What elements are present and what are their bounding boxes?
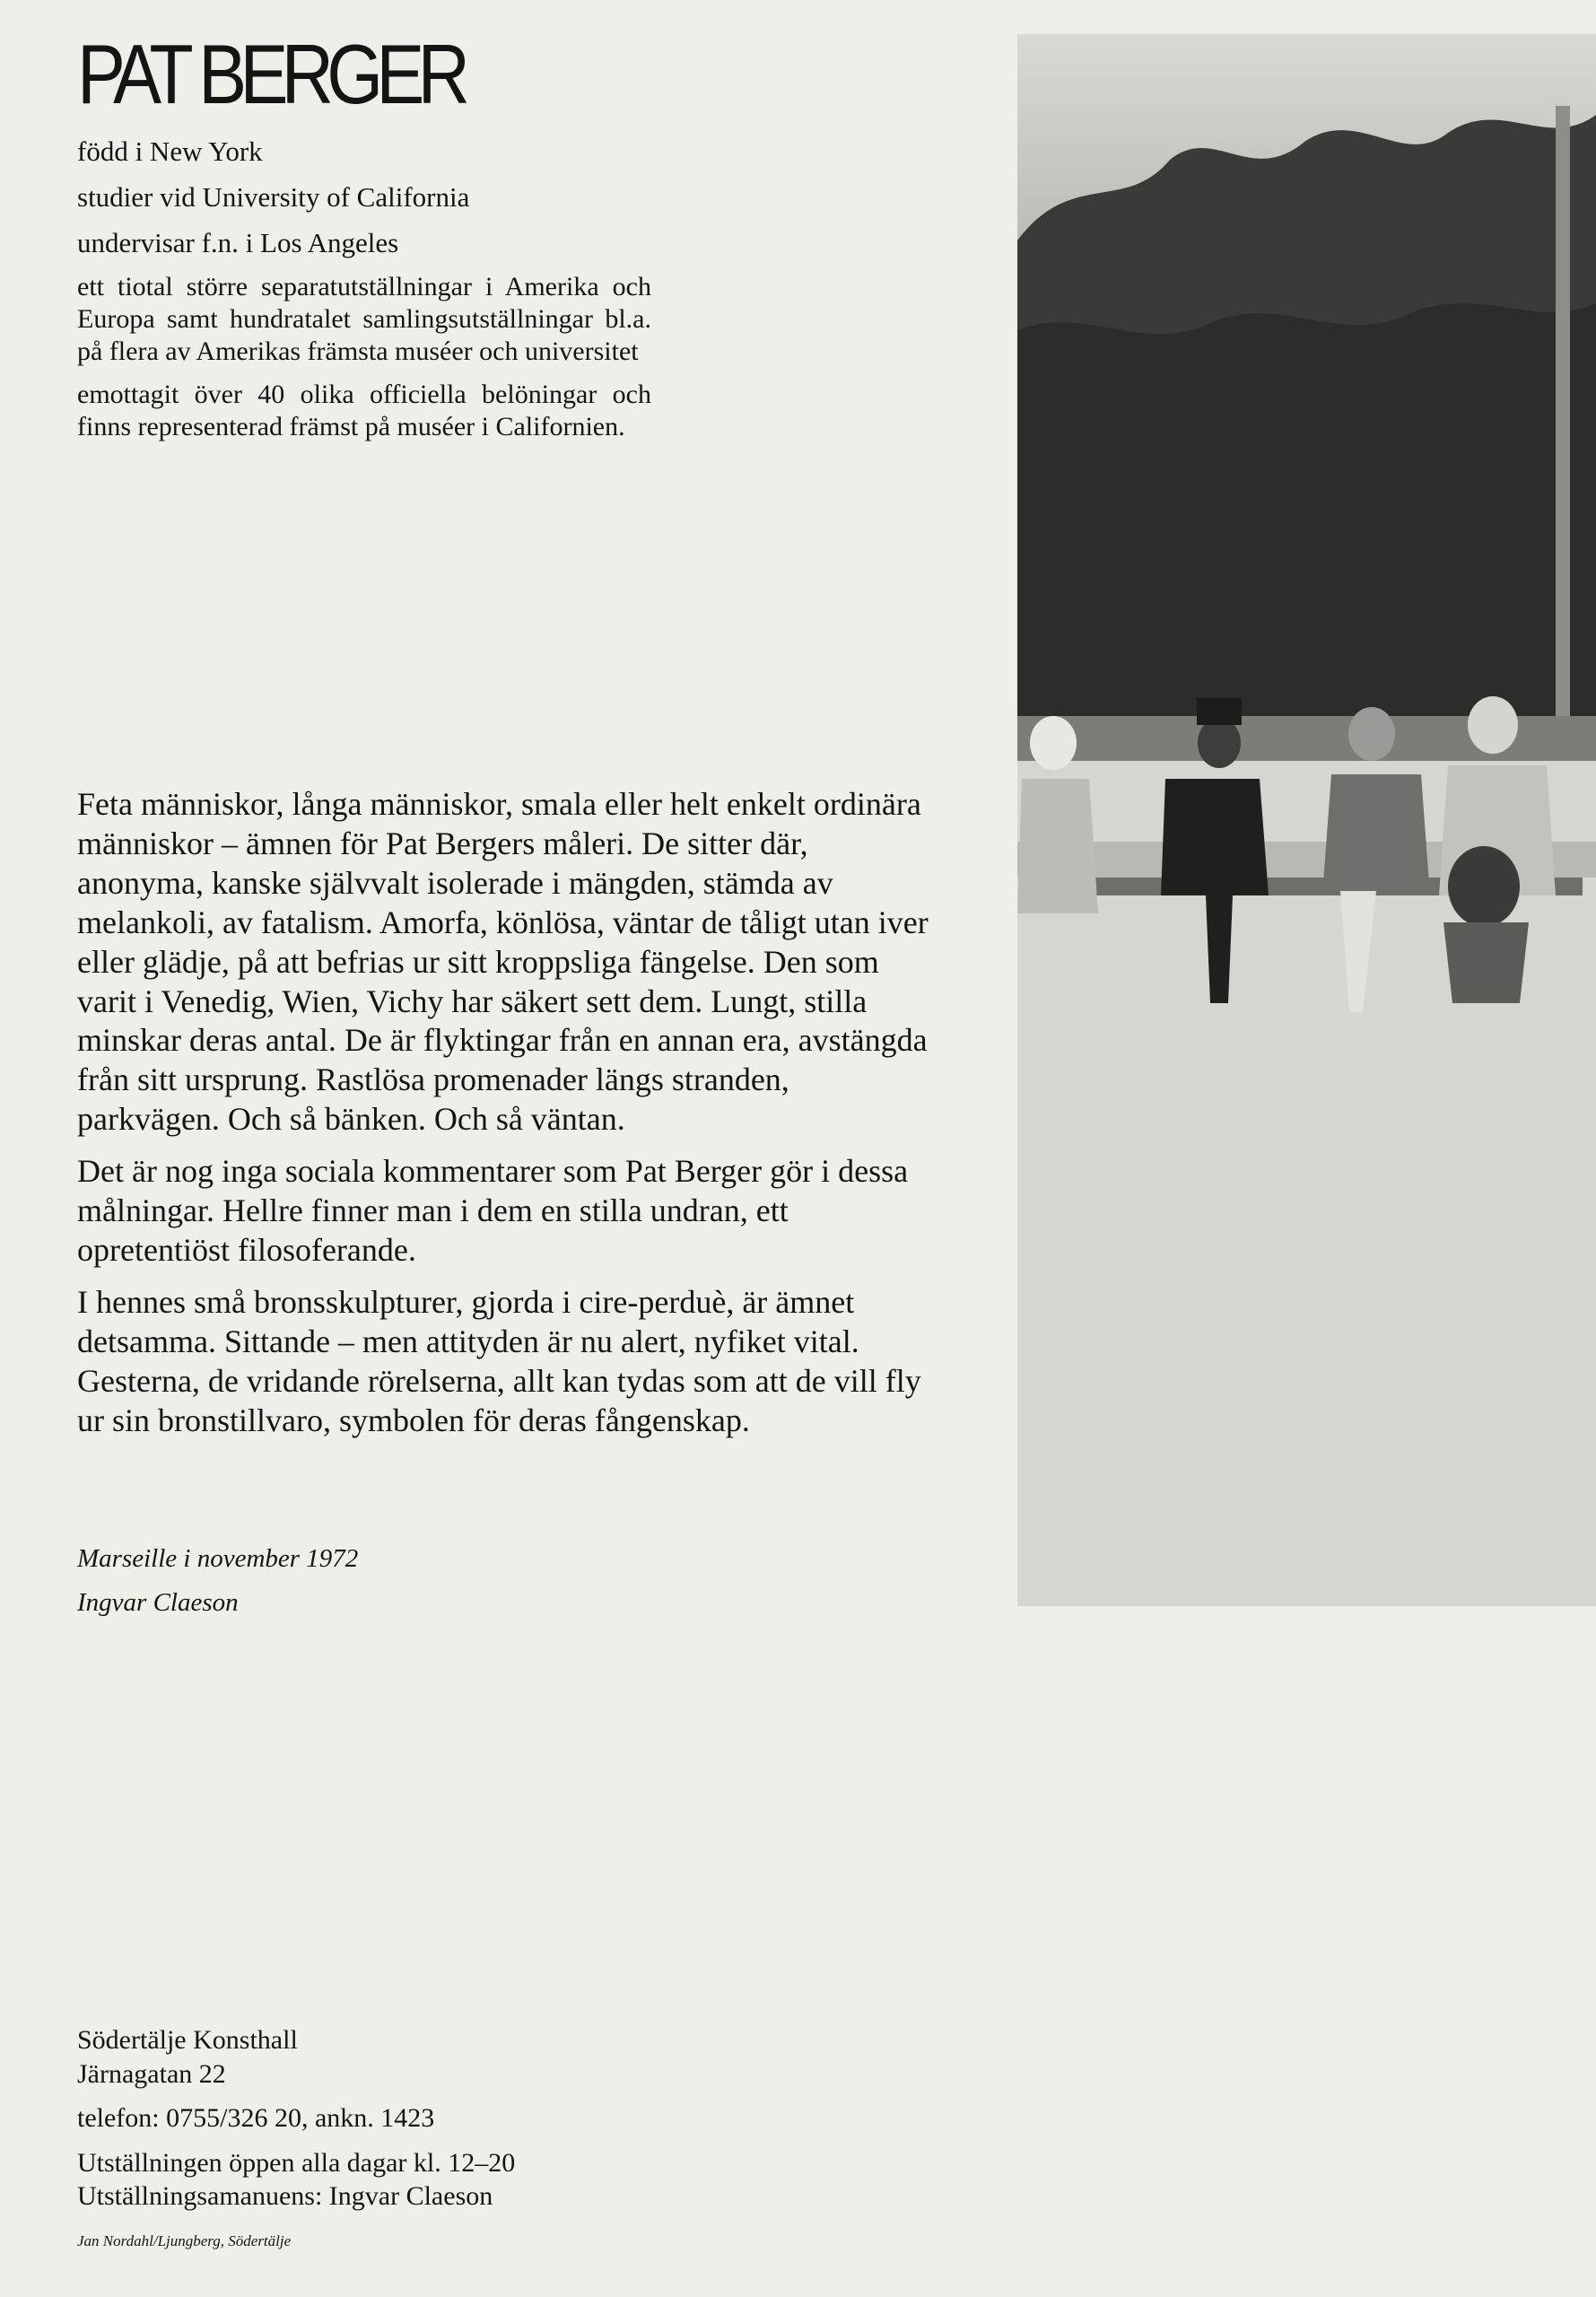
essay-paragraph: Feta människor, långa människor, smala eller helt enkelt ordinära människor – ämnen för Pat Bergers måleri. De sitter där, anonyma, kanske självvalt isolerade i mängden, stämda av melankoli, av fatalism. Amorfa, könlösa, väntar de tåligt utan iver eller glädje, på att befrias ur sitt kroppsliga fängelse. Den som varit i Venedig, Wien, Vichy har säkert sett dem. Lungt, stilla minskar deras antal. De är flyktingar från en annan era, avstängda från sitt ursprung. Rastlösa promenader längs stranden, parkvägen. Och så bänken. Och så väntan.	[77, 786, 929, 1138]
bio-line: undervisar f.n. i Los Angeles	[77, 226, 399, 258]
venue-curator: Utställningsamanuens: Ingvar Claeson	[77, 2181, 493, 2211]
essay-text	[77, 785, 938, 1454]
venue-phone: telefon: 0755/326 20, ankn. 1423	[77, 2103, 435, 2133]
bio-awards: emottagit över 40 olika officiella belöningar och finns representerad främst på muséer i Californien.	[77, 380, 651, 442]
artist-bio	[77, 135, 651, 454]
printer-credit: Jan Nordahl/Ljungberg, Södertälje	[77, 2232, 292, 2249]
venue-name: Södertälje Konsthall	[77, 2025, 298, 2055]
venue-address	[77, 2023, 515, 2214]
artist-name-title: PAT BERGER	[77, 27, 464, 121]
signature-author: Ingvar Claeson	[77, 1588, 239, 1618]
venue-street: Järnagatan 22	[77, 2058, 226, 2089]
painting-image	[1017, 34, 1596, 1606]
bio-line: född i New York	[77, 135, 263, 167]
bio-line: studier vid University of California	[77, 180, 470, 213]
venue-hours: Utställningen öppen alla dagar kl. 12–20	[77, 2147, 516, 2178]
bio-exhibitions: ett tiotal större separatutställningar i Amerika och Europa samt hundratalet samlingsutställningar bl.a. på flera av Amerikas främsta muséer och universitet	[77, 272, 651, 367]
signature-place-date: Marseille i november 1972	[77, 1544, 359, 1573]
essay-paragraph: Det är nog inga sociala kommentarer som Pat Berger gör i dessa målningar. Hellre finner man i dem en stilla undran, ett opretentiöst filosoferande.	[77, 1153, 909, 1268]
essay-signature	[77, 1537, 358, 1626]
essay-paragraph: I hennes små bronsskulpturer, gjorda i cire-perduè, är ämnet detsamma. Sittande – men attityden är nu alert, nyfiket vital. Gesterna, de vridande rörelserna, allt kan tydas som att de vill fly ur sin bronstillvaro, symbolen för deras fångenskap.	[77, 1283, 921, 1438]
